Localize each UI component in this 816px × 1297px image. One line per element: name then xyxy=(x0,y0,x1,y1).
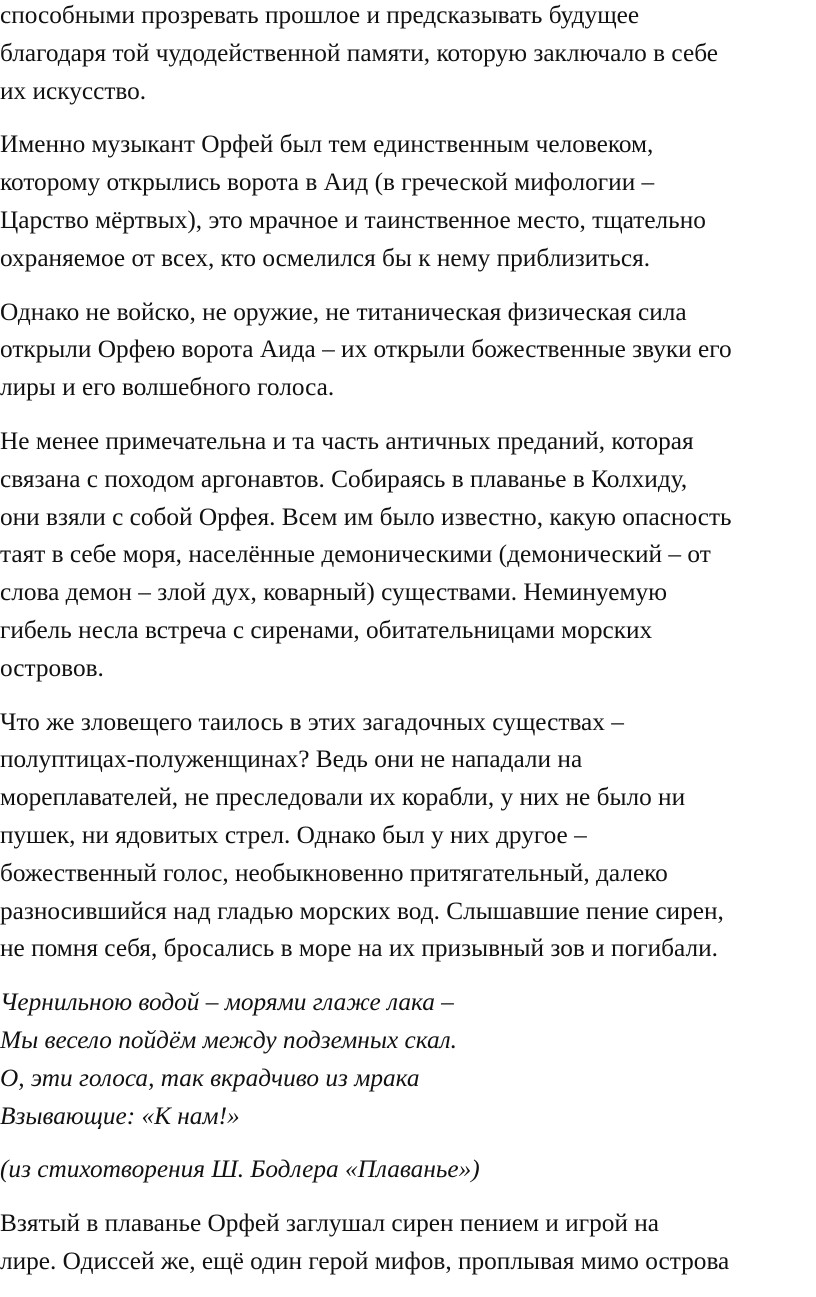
text-line: способными прозревать прошлое и предсказывать будущее xyxy=(0,1,640,29)
text-line: полуптицах-полуженщинах? Ведь они не нападали на xyxy=(0,745,583,774)
text-line: которому открылись ворота в Аид (в греческой мифологии – xyxy=(0,168,655,197)
text-line: слова демон – злой дух, коварный) существами. Неминуемую xyxy=(0,578,668,607)
text-line: пушек, ни ядовитых стрел. Однако был у них другое – xyxy=(0,820,587,849)
text-line: Однако не войско, не оружие, не титаническая физическая сила xyxy=(0,297,687,326)
text-line: связана с походом аргонавтов. Собираясь в плаванье в Колхиду, xyxy=(0,464,688,493)
text-line: их искусство. xyxy=(0,76,147,105)
poem-line: О, эти голоса, так вкрадчиво из мрака xyxy=(0,1063,420,1092)
text-line: Не менее примечательна и та часть античных преданий, которая xyxy=(0,426,694,455)
paragraph-1 xyxy=(0,0,816,110)
paragraph-4 xyxy=(0,423,816,688)
poem-quote xyxy=(0,984,816,1135)
text-line: божественный голос, необыкновенно притягательный, далеко xyxy=(0,858,668,887)
paragraph-2 xyxy=(0,126,816,277)
text-line: Царство мёртвых), это мрачное и таинственное место, тщательно xyxy=(0,205,706,234)
text-line: мореплавателей, не преследовали их корабли, у них не было ни xyxy=(0,783,686,812)
poem-line: Мы весело пойдём между подземных скал. xyxy=(0,1025,457,1054)
paragraph-5 xyxy=(0,704,816,969)
text-line: лире. Одиссей же, ещё один герой мифов, проплывая мимо острова xyxy=(0,1246,730,1275)
text-line: разносившийся над гладью морских вод. Слышавшие пение сирен, xyxy=(0,896,724,925)
poem-citation xyxy=(0,1151,816,1189)
paragraph-3 xyxy=(0,294,816,407)
text-line: таят в себе моря, населённые демоническими (демонический – от xyxy=(0,540,711,569)
text-line: не помня себя, бросались в море на их призывный зов и погибали. xyxy=(0,934,718,963)
paragraph-6 xyxy=(0,1205,816,1281)
text-line: Что же зловещего таилось в этих загадочных существах – xyxy=(0,707,624,736)
citation-line: (из стихотворения Ш. Бодлера «Плаванье») xyxy=(0,1155,480,1184)
text-line: они взяли с собой Орфея. Всем им было известно, какую опасность xyxy=(0,502,732,531)
poem-line: Чернильною водой – морями глаже лака – xyxy=(0,988,454,1017)
text-line: охраняемое от всех, кто осмелился бы к нему приблизиться. xyxy=(0,243,651,272)
text-line: гибель несла встреча с сиренами, обитательницами морских xyxy=(0,615,653,644)
text-line: Взятый в плаванье Орфей заглушал сирен пением и игрой на xyxy=(0,1209,660,1238)
text-line: лиры и его волшебного голоса. xyxy=(0,373,335,402)
text-line: островов. xyxy=(0,653,104,682)
text-line: Именно музыкант Орфей был тем единственным человеком, xyxy=(0,130,654,159)
text-line: открыли Орфею ворота Аида – их открыли божественные звуки его xyxy=(0,335,732,364)
poem-line: Взывающие: «К нам!» xyxy=(0,1101,240,1130)
text-line: благодаря той чудодейственной памяти, которую заключало в себе xyxy=(0,38,718,67)
